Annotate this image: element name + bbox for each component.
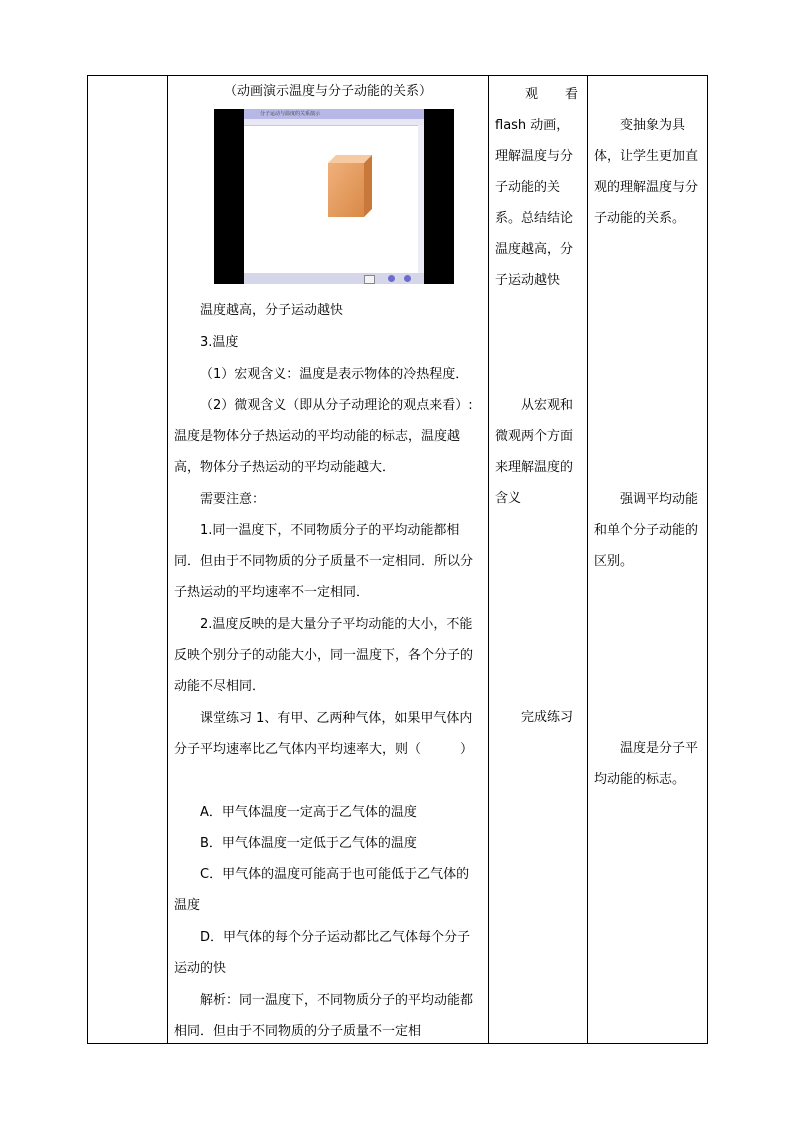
macro-micro-line-4: 含义 [495, 491, 522, 506]
lesson-plan-table [87, 75, 708, 1044]
macro-micro-line-3: 来理解温度的 [495, 460, 574, 475]
player-scrollbar[interactable] [418, 125, 424, 273]
micro-meaning: （2）微观含义（即从分子动理论的观点来看）:温度是物体分子热运动的平均动能的标志，温度越高，物体分子热运动的平均动能越大． [174, 398, 473, 475]
next-button-icon[interactable] [404, 275, 411, 282]
watch-char-b: 看 [565, 87, 579, 102]
option-b: B．甲气体温度一定低于乙气体的温度 [200, 836, 417, 851]
cube-block-icon [328, 155, 372, 217]
intent-temperature-sign: 温度是分子平均动能的标志。 [594, 741, 699, 787]
player-menu-bar [244, 119, 424, 126]
play-button-icon[interactable] [388, 275, 395, 282]
player-progress-box[interactable] [364, 275, 375, 284]
note-heading: 需要注意： [200, 492, 266, 507]
analysis-text: 解析：同一温度下，不同物质分子的平均动能都相同．但由于不同物质的分子质量不一定相 [174, 993, 474, 1039]
section-heading: 3.温度 [200, 335, 239, 350]
player-title-bar [244, 109, 424, 119]
student-activity-cell [489, 76, 588, 1044]
macro-micro-line-1: 从宏观和 [521, 398, 574, 413]
intent-abstract: 变抽象为具体，让学生更加直观的理解温度与分子动能的关系。 [594, 118, 699, 226]
intent-emphasis: 强调平均动能和单个分子动能的区别。 [594, 492, 699, 569]
watch-char-a: 观 [525, 87, 539, 102]
blank-column-cell [88, 76, 168, 1044]
summary-line-1: 总结结论 [521, 211, 574, 226]
option-a: A．甲气体温度一定高于乙气体的温度 [200, 805, 417, 820]
player-title: 分子运动与温度的关系演示 [260, 111, 321, 117]
note-item-2: 2.温度反映的是大量分子平均动能的大小，不能反映个别分子的动能大小，同一温度下，各个分子的动能不尽相同． [174, 617, 474, 694]
flash-animation-player[interactable] [214, 109, 454, 284]
watch-line-2: flash 动画， [495, 118, 570, 133]
summary-line-3: 子运动越快 [495, 273, 561, 288]
complete-exercise: 完成练习 [521, 710, 574, 725]
design-intent-cell [588, 76, 708, 1044]
note-item-1: 1.同一温度下，不同物质分子的平均动能都相同．但由于不同物质的分子质量不一定相同．所以分子热运动的平均速率不一定相同． [174, 523, 474, 600]
watch-line-3: 理解温度与分 [495, 149, 574, 164]
teaching-content-cell [168, 76, 489, 1044]
macro-micro-line-2: 微观两个方面 [495, 429, 574, 444]
summary-line-2: 温度越高，分 [495, 242, 574, 257]
animation-caption: （动画演示温度与分子动能的关系） [223, 84, 432, 99]
watch-line-4: 子动能的关系。 [495, 180, 561, 226]
animation-screen [244, 109, 424, 284]
conclusion-text: 温度越高，分子运动越快 [200, 303, 344, 318]
macro-meaning: （1）宏观含义：温度是表示物体的冷热程度． [200, 367, 469, 382]
exercise-question: 课堂练习 1、有甲、乙两种气体，如果甲气体内分子平均速率比乙气体内平均速率大，则（ ） [174, 711, 474, 757]
option-c: C．甲气体的温度可能高于也可能低于乙气体的温度 [174, 867, 470, 913]
player-control-bar [244, 273, 424, 284]
option-d: D．甲气体的每个分子运动都比乙气体每个分子运动的快 [174, 930, 471, 976]
